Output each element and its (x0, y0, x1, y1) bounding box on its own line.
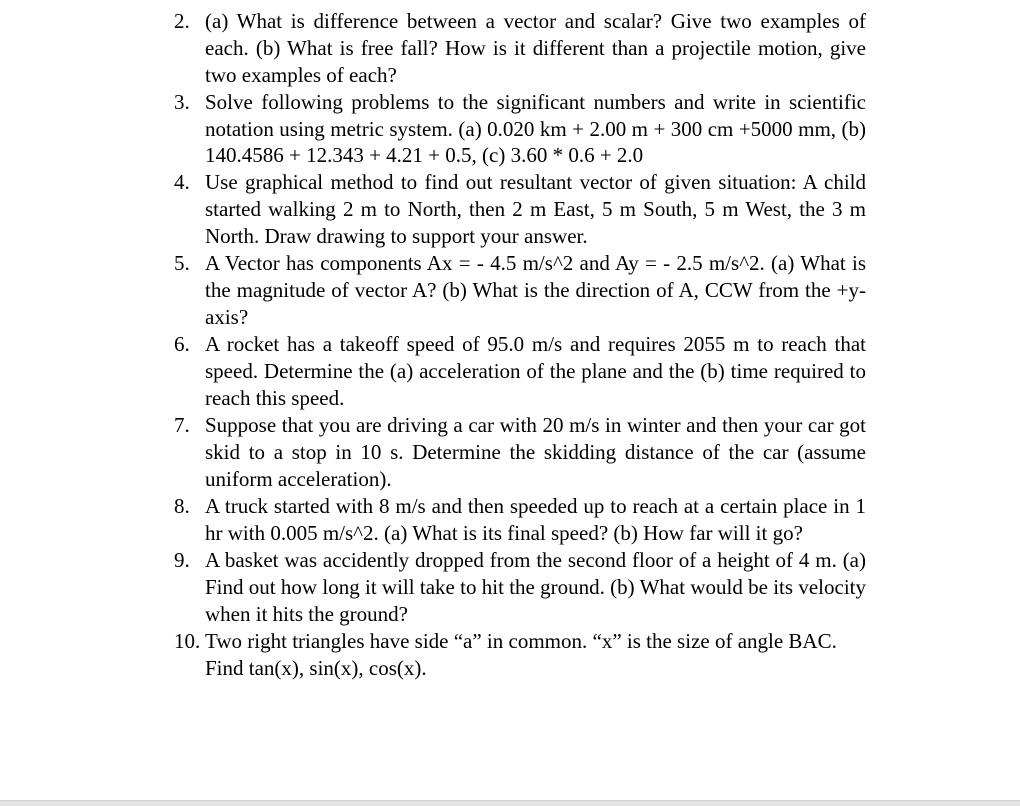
question-item (0, 412, 1020, 493)
page-bottom-edge (0, 800, 1020, 806)
question-item (0, 493, 1020, 547)
question-text[interactable]: Two right triangles have side “a” in common. “x” is the size of angle BAC. Find tan(x), sin(x), cos(x). (205, 629, 837, 681)
question-item (0, 331, 1020, 412)
question-number: 8. (174, 494, 190, 519)
question-item (0, 8, 1020, 89)
question-text[interactable]: A basket was accidently dropped from the second floor of a height of 4 m. (a) Find out how long it will take to hit the ground. (b) What would be its velocity when it hits the ground? (205, 548, 866, 627)
question-number: 3. (174, 90, 190, 114)
question-number: 2. (174, 9, 190, 33)
question-text[interactable]: Suppose that you are driving a car with 20 m/s in winter and then your car got skid to a stop in 10 s. Determine the skidding distance of the car (assume uniform acceleration). (205, 413, 866, 492)
question-number: 5. (174, 251, 190, 276)
question-text[interactable]: A truck started with 8 m/s and then speeded up to reach at a certain place in 1 hr with 0.005 m/s^2. (a) What is its final speed? (b) How far will it go? (205, 494, 866, 546)
question-number: 7. (174, 413, 190, 438)
question-item (0, 250, 1020, 331)
question-number: 9. (174, 548, 190, 573)
question-item (0, 89, 1020, 169)
question-text[interactable]: A Vector has components Ax = - 4.5 m/s^2 and Ay = - 2.5 m/s^2. (a) What is the magnitude of vector A? (b) What is the direction of A, CCW from the +y-axis? (205, 251, 866, 330)
question-number: 6. (174, 332, 190, 357)
question-text[interactable]: Use graphical method to find out resultant vector of given situation: A child started walking 2 m to North, then 2 m East, 5 m South, 5 m West, the 3 m North. Draw drawing to support your answer. (205, 170, 866, 249)
question-list (0, 8, 1020, 682)
question-item (0, 628, 1020, 682)
question-text[interactable]: (a) What is difference between a vector and scalar? Give two examples of each. (b) What is free fall? How is it different than a projectile motion, give two examples of each? (205, 9, 866, 87)
question-number: 4. (174, 170, 190, 195)
question-item (0, 547, 1020, 628)
question-item (0, 169, 1020, 250)
question-text[interactable]: A rocket has a takeoff speed of 95.0 m/s and requires 2055 m to reach that speed. Determine the (a) acceleration of the plane and the (b) time required to reach this speed. (205, 332, 866, 411)
question-number: 10. (174, 629, 201, 654)
question-text[interactable]: Solve following problems to the significant numbers and write in scientific notation using metric system. (a) 0.020 km + 2.00 m + 300 cm +5000 mm, (b) 140.4586 + 12.343 + 4.21 + 0.5, (c) 3.60 * 0.6 + 2.0 (205, 90, 866, 168)
